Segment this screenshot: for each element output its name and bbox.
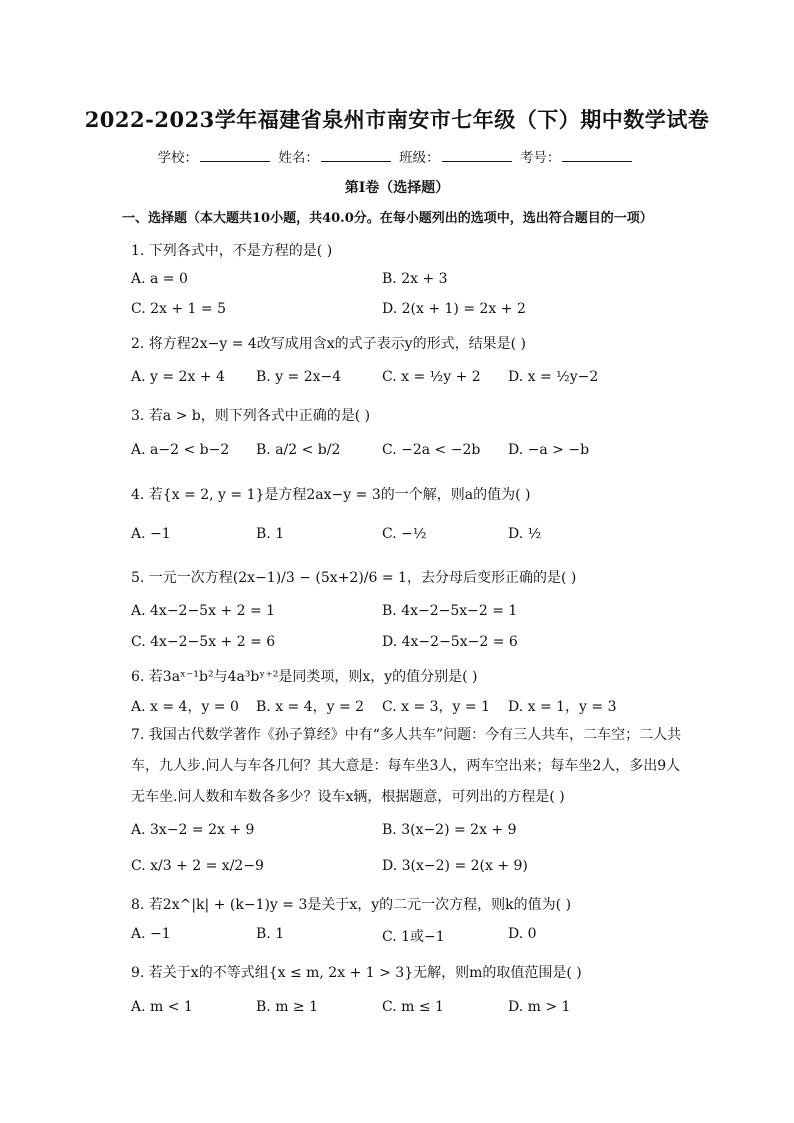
question-8-option-c: C. 1或−1 xyxy=(382,929,445,945)
question-8-stem: 8. 若2x^|k| + (k−1)y = 3是关于x，y的二元一次方程，则k的值为( ) xyxy=(131,897,572,913)
question-6-option-a: A. x = 4，y = 0 xyxy=(131,699,239,715)
question-7-option-b: B. 3(x−2) = 2x + 9 xyxy=(382,822,517,838)
page-title: 2022-2023学年福建省泉州市南安市七年级（下）期中数学试卷 xyxy=(84,107,710,132)
student-info-line xyxy=(0,146,794,166)
question-5-stem: 5. 一元一次方程(2x−1)/3 − (5x+2)/6 = 1，去分母后变形正确的是( ) xyxy=(131,570,577,586)
question-2-option-b: B. y = 2x−4 xyxy=(256,369,342,385)
question-1-option-b: B. 2x + 3 xyxy=(382,271,448,287)
question-1-stem: 1. 下列各式中，不是方程的是( ) xyxy=(131,243,333,259)
question-1-option-a: A. a = 0 xyxy=(131,271,188,287)
question-2-stem: 2. 将方程2x−y = 4改写成用含x的式子表示y的形式，结果是( ) xyxy=(131,336,526,352)
question-4-option-a: A. −1 xyxy=(131,526,171,542)
question-3-option-d: D. −a > −b xyxy=(508,442,590,458)
part-title: 一、选择题（本大题共10小题，共40.0分。在每小题列出的选项中，选出符合题目的一项） xyxy=(122,211,653,226)
question-9-option-c: C. m ≤ 1 xyxy=(382,999,444,1015)
school-label: 学校： xyxy=(157,150,199,166)
question-9-stem: 9. 若关于x的不等式组{x ≤ m, 2x + 1 > 3}无解，则m的取值范围是( ) xyxy=(131,965,582,981)
question-8-option-b: B. 1 xyxy=(256,926,285,942)
question-5-option-b: B. 4x−2−5x−2 = 1 xyxy=(382,603,518,619)
question-6-stem: 6. 若3aˣ⁻¹b²与4a³bʸ⁺²是同类项，则x，y的值分别是( ) xyxy=(131,669,478,685)
question-4-stem: 4. 若{x = 2, y = 1}是方程2ax−y = 3的一个解，则a的值为( ) xyxy=(131,487,531,503)
question-7-option-a: A. 3x−2 = 2x + 9 xyxy=(131,822,255,838)
question-2-option-a: A. y = 2x + 4 xyxy=(131,369,225,385)
section-title: 第Ⅰ卷（选择题） xyxy=(344,180,450,196)
school-blank xyxy=(200,149,270,162)
question-3-option-a: A. a−2 < b−2 xyxy=(131,442,230,458)
question-8-option-a: A. −1 xyxy=(131,926,171,942)
question-2-option-c: C. x = ½y + 2 xyxy=(382,369,481,385)
question-1-option-d: D. 2(x + 1) = 2x + 2 xyxy=(382,301,526,317)
question-2-option-d: D. x = ½y−2 xyxy=(508,369,599,385)
question-4-option-c: C. −½ xyxy=(382,526,427,542)
question-6-option-b: B. x = 4，y = 2 xyxy=(256,699,365,715)
exam-no-blank xyxy=(562,149,632,162)
question-5-option-a: A. 4x−2−5x + 2 = 1 xyxy=(131,603,276,619)
question-3-stem: 3. 若a > b，则下列各式中正确的是( ) xyxy=(131,408,371,424)
name-label: 姓名： xyxy=(278,150,319,166)
question-6-option-c: C. x = 3，y = 1 xyxy=(382,699,490,715)
question-3-option-b: B. a/2 < b/2 xyxy=(256,442,341,458)
question-5-option-c: C. 4x−2−5x + 2 = 6 xyxy=(131,634,276,650)
question-5-option-d: D. 4x−2−5x−2 = 6 xyxy=(382,634,518,650)
question-9-option-d: D. m > 1 xyxy=(508,999,571,1015)
name-blank xyxy=(321,149,391,162)
question-3-option-c: C. −2a < −2b xyxy=(382,442,481,458)
exam-no-label: 考号： xyxy=(519,150,561,166)
class-label: 班级： xyxy=(399,150,440,166)
question-4-option-b: B. 1 xyxy=(256,526,285,542)
question-1-option-c: C. 2x + 1 = 5 xyxy=(131,301,226,317)
question-6-option-d: D. x = 1，y = 3 xyxy=(508,699,617,715)
question-7-option-c: C. x/3 + 2 = x/2−9 xyxy=(131,858,264,874)
question-7-stem: 7. 我国古代数学著作《孙子算经》中有“多人共车”问题：今有三人共车，二车空；二人共车，九人步.问人与车各几何？其大意是：每车坐3人，两车空出来；每车坐2人，多出9人无车坐.问人数和车数各多少？设车x辆，根据题意，可列出的方程是( ) xyxy=(131,727,682,805)
class-blank xyxy=(442,149,512,162)
question-9-option-b: B. m ≥ 1 xyxy=(256,999,319,1015)
question-4-option-d: D. ½ xyxy=(508,526,542,542)
question-9-option-a: A. m < 1 xyxy=(131,999,193,1015)
question-8-option-d: D. 0 xyxy=(508,926,537,942)
question-7-option-d: D. 3(x−2) = 2(x + 9) xyxy=(382,858,528,874)
